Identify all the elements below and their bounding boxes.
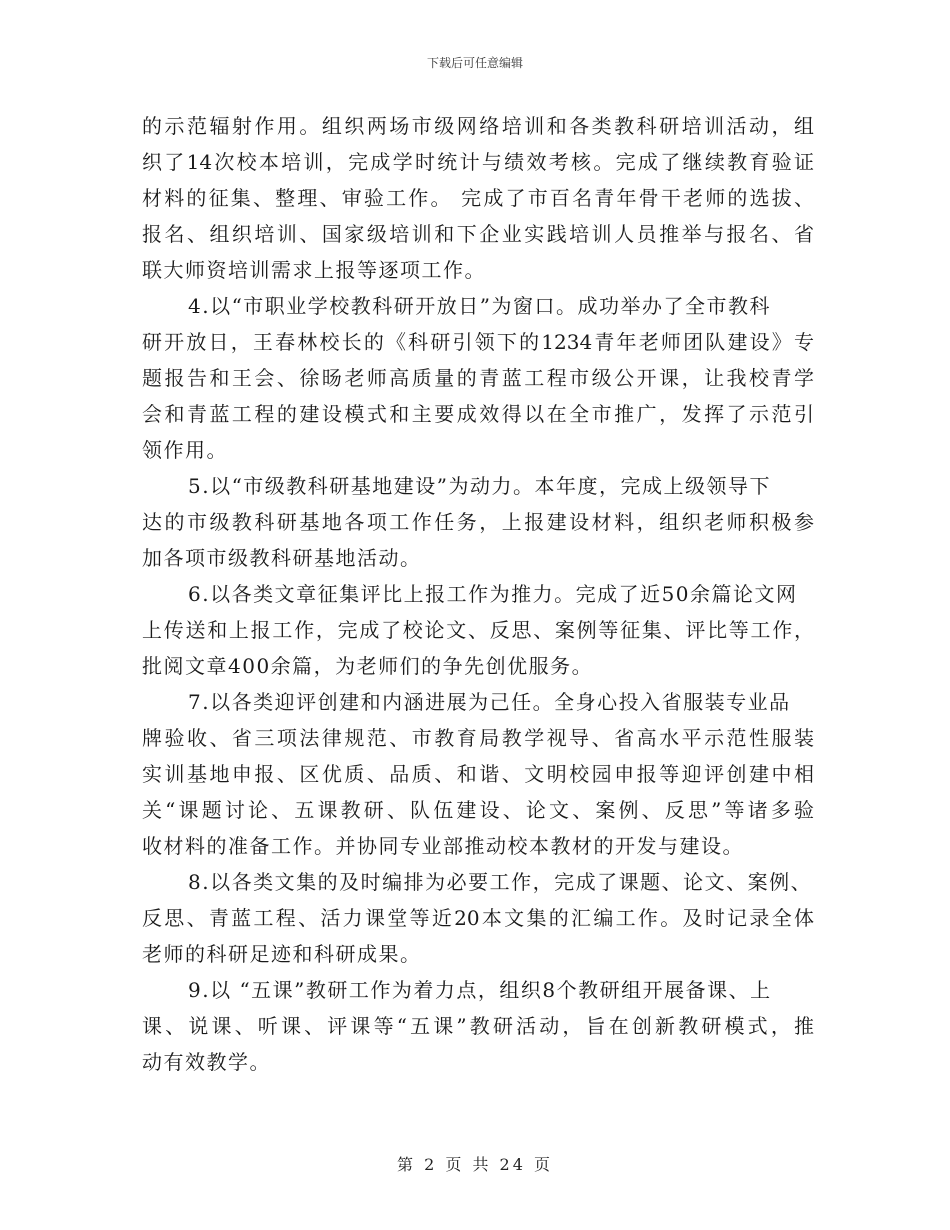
paragraph-4-start: 4.以“市职业学校教科研开放日”为窗口。成功举办了全市教科 (188, 294, 772, 318)
text-line: 研开放日，王春林校长的《科研引领下的1234青年老师团队建设》专 (142, 330, 814, 354)
text-line: 材料的征集、整理、审验工作。 完成了市百名青年骨干老师的选拔、 (142, 186, 814, 210)
paragraph-5-start: 5.以“市级教科研基地建设”为动力。本年度，完成上级领导下 (188, 474, 772, 498)
text-line: 加各项市级教科研基地活动。 (142, 546, 422, 570)
text-line: 课、说课、听课、评课等“五课”教研活动，旨在创新教研模式，推 (142, 1014, 814, 1038)
text-line: 收材料的准备工作。并协同专业部推动校本教材的开发与建设。 (142, 834, 744, 858)
text-line: 牌验收、省三项法律规范、市教育局教学视导、省高水平示范性服装 (142, 726, 814, 750)
text-line: 上传送和上报工作，完成了校论文、反思、案例等征集、评比等工作， (142, 618, 814, 642)
text-line: 批阅文章400余篇，为老师们的争先创优服务。 (142, 654, 594, 678)
text-line: 会和青蓝工程的建设模式和主要成效得以在全市推广，发挥了示范引 (142, 402, 814, 426)
paragraph-8-start: 8.以各类文集的及时编排为必要工作，完成了课题、论文、案例、 (188, 870, 813, 894)
text-line: 题报告和王会、徐旸老师高质量的青蓝工程市级公开课，让我校青学 (142, 366, 814, 390)
text-line: 报名、组织培训、国家级培训和下企业实践培训人员推举与报名、省 (142, 222, 814, 246)
paragraph-9-start: 9.以 “五课”教研工作为着力点，组织8个教研组开展备课、上 (188, 978, 772, 1002)
text-line: 达的市级教科研基地各项工作任务，上报建设材料，组织老师积极参 (142, 510, 814, 534)
document-body (142, 108, 814, 1080)
text-line: 的示范辐射作用。组织两场市级网络培训和各类教科研培训活动，组 (142, 114, 814, 138)
text-line: 反思、青蓝工程、活力课堂等近20本文集的汇编工作。及时记录全体 (142, 906, 814, 930)
text-line: 实训基地申报、区优质、品质、和谐、文明校园申报等迎评创建中相 (142, 762, 814, 786)
paragraph-7-start: 7.以各类迎评创建和内涵进展为己任。全身心投入省服装专业品 (188, 690, 791, 714)
text-line: 联大师资培训需求上报等逐项工作。 (142, 258, 486, 282)
text-line: 关“课题讨论、五课教研、队伍建设、论文、案例、反思”等诸多验 (142, 798, 814, 822)
text-line: 织了14次校本培训，完成学时统计与绩效考核。完成了继续教育验证 (142, 150, 814, 174)
header-note: 下载后可任意编辑 (426, 56, 523, 70)
page-number: 第 2 页 共 24 页 (397, 1155, 553, 1174)
paragraph-6-start: 6.以各类文章征集评比上报工作为推力。完成了近50余篇论文网 (188, 582, 798, 606)
text-line: 老师的科研足迹和科研成果。 (142, 942, 422, 966)
text-line: 领作用。 (142, 438, 228, 462)
text-line: 动有效教学。 (142, 1050, 271, 1074)
